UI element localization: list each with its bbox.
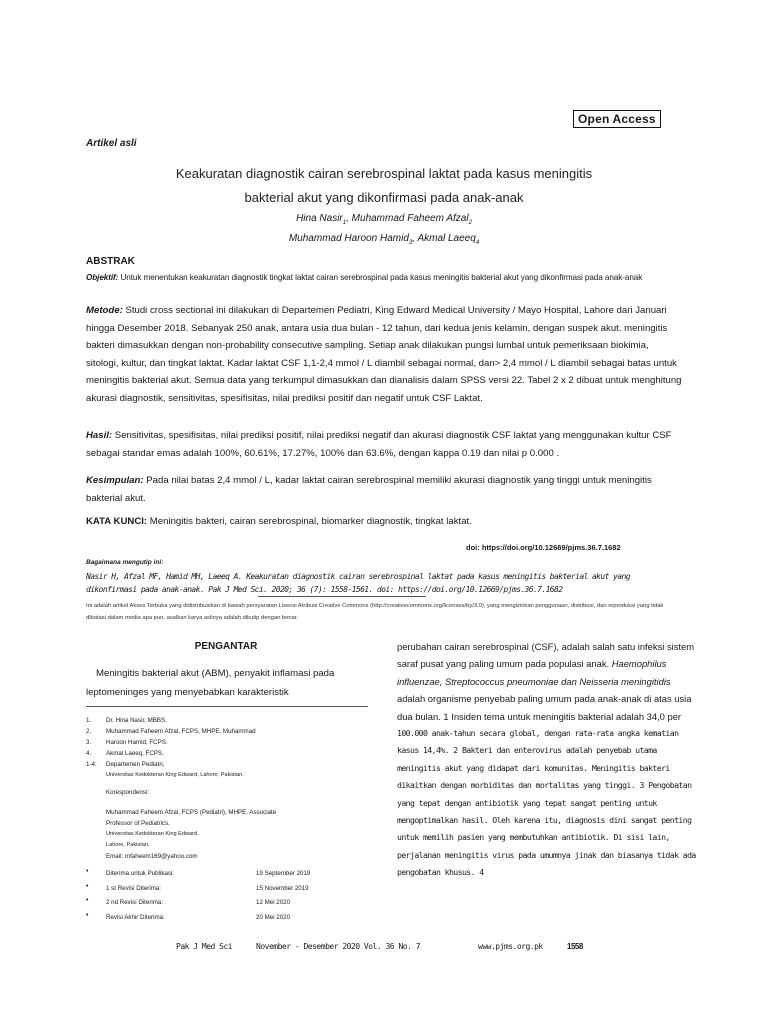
abstract-conclusion <box>86 472 682 507</box>
organism-names: Haemophilus influenzae, Streptococcus pneumoniae dan Neisseria meningitidis <box>397 658 671 687</box>
date-label: 2 nd Revisi Diterima: <box>106 899 164 906</box>
footnote-num: 1-4: <box>86 761 97 768</box>
footnote-divider <box>86 706 368 707</box>
affiliation-footnotes <box>86 715 256 781</box>
bullet-icon: • <box>86 897 89 904</box>
keywords <box>86 513 682 531</box>
correspondence-line: Lahore, Pakistan. <box>106 842 150 848</box>
intro-text: perubahan cairan serebrospinal (CSF), adalah salah satu infeksi sistem saraf pusat yang paling umum pada populasi anak. <box>397 641 695 670</box>
footnote-num: 3. <box>86 739 92 746</box>
authors-line-2: Muhammad Haroon Hamid$_3$, Akmal Laeeq$_4$ <box>288 233 480 246</box>
footnote-text: Muhammad Faheem Afzal, FCPS, MHPE. Muhammad <box>106 728 256 735</box>
intro-left-text <box>86 664 376 702</box>
objective-label: Objektif: <box>86 273 119 282</box>
intro-paragraph-2: adalah organisme penyebab paling umum pada anak-anak di atas usia dua bulan. 1 Insiden tema untuk meningitis bakterial adalah 34,0 per <box>397 693 692 722</box>
abstract-heading: ABSTRAK <box>86 256 135 267</box>
date-label: 1 st Revisi Diterima: <box>106 884 162 892</box>
methods-text: Studi cross sectional ini dilakukan di Departemen Pediatri, King Edward Medical University / Mayo Hospital, Lahore dari Januari hingga Desember 2018. Sebanyak 250 anak, antara usia dua bulan - 12 tahun, dari kedua jenis kelamin, dengan suspek akut. meningitis bakteri dimasukkan dengan non-probability consecutive sampling. Setiap anak dilakukan pungsi lumbal untuk pemeriksaan biokimia, sitologi, kultur, dan tingkat laktat. Kadar laktat CSF 1,1-2,4 mmol / L diambil sebagai normal, dan> 2,4 mmol / L diambil sebagai batas untuk meningitis bakterial akut. Semua data yang terkumpul dimasukkan dan dianalisis dalam SPSS versi 22. Tabel 2 x 2 dibuat untuk menghitung akurasi diagnostik, sensitivitas, spesifisitas, nilai prediksi positif dan negatif untuk CSF Laktat. <box>86 305 682 404</box>
footnote-text: Universitas Kedokteran King Edward, Lahore, Pakistan. <box>106 772 244 778</box>
footnote-num: 2. <box>86 728 92 735</box>
results-label: Hasil: <box>86 430 113 441</box>
abstract-objective <box>86 270 682 286</box>
footnote-text: Dr. Hina Nasir, MBBS. <box>106 717 167 724</box>
divider <box>258 596 426 597</box>
abstract-methods <box>86 302 682 407</box>
conclusion-text: Pada nilai batas 2,4 mmol / L, kadar laktat cairan serebrospinal memiliki akurasi diagnostik yang tinggi untuk meningitis bakterial akut. <box>86 475 652 504</box>
methods-label: Metode: <box>86 305 123 316</box>
date-label: Revisi Akhir Diterima: <box>106 913 165 921</box>
correspondence-line: Universitas Kedokteran King Edward. <box>106 831 199 837</box>
footnote-text: Akmal Laeeq, FCPS. <box>106 750 164 757</box>
date-label: Diterima untuk Publikasi: <box>106 870 175 877</box>
footnote-item <box>86 726 256 737</box>
correspondence-line: Muhammad Faheem Afzal, FCPS (Pediatri), MHPE. Associate <box>106 809 277 816</box>
author-name: Muhammad Haroon Hamid <box>288 233 409 244</box>
article-type: Artikel asli <box>86 138 137 149</box>
footnote-item <box>86 770 256 781</box>
author-affil: 3 <box>408 240 413 246</box>
footer-website[interactable]: www.pjms.org.pk <box>478 942 543 951</box>
doi-link[interactable]: doi: https://doi.org/10.12669/pjms.36.7.1682 <box>466 543 621 552</box>
conclusion-label: Kesimpulan: <box>86 475 144 486</box>
title-line-2: bakterial akut yang dikonfirmasi pada anak-anak <box>244 190 524 205</box>
footnote-text: Departemen Pediatri, <box>106 761 165 768</box>
intro-paragraph-3: 100.000 anak-tahun secara global, dengan rata-rata angka kematian kasus 14,4%. 2 Bakteri dan enterovirus adalah penyebab utama meningitis akut yang didapat dari komunitas. Meningitis bakteri dikaitkan dengan morbiditas dan mortalitas yang tinggi. 3 Pengobatan yang tepat dengan antibiotik yang tepat sangat penting untuk mengoptimalkan hasil. Oleh karena itu, diagnosis dini sangat penting untuk memilih pasien yang membutuhkan antibiotik. Di sisi lain, perjalanan meningitis virus pada umumnya jinak dan biasanya tidak ada pengobatan khusus. 4 <box>397 728 696 878</box>
intro-paragraph-1 <box>397 638 697 690</box>
footnote-item <box>86 737 256 748</box>
footnote-num: 4. <box>86 750 92 757</box>
how-to-cite-text: Nasir H, Afzal MF, Hamid MH, Laeeq A. Keakuratan diagnostik cairan serebrospinal laktat pada kasus meningitis bakterial akut yang dikonfirmasi pada anak-anak. Pak J Med Sci. 2020; 36 (7): 1558-1561. doi: https://doi.org/10.12669/pjms.36.7.1682 <box>86 572 630 594</box>
abstract-results <box>86 427 682 462</box>
open-access-badge: Open Access <box>573 110 661 128</box>
authors-line-1: Hina Nasir$_1$, Muhammad Faheem Afzal$_2$ <box>296 213 472 226</box>
bullet-icon: • <box>86 868 89 875</box>
author-affil: 2 <box>468 220 472 226</box>
date-value: 19 September 2019 <box>256 870 311 877</box>
author-affil: 4 <box>475 240 480 246</box>
author-affil: 1 <box>342 220 347 226</box>
author-name: Hina Nasir <box>296 213 343 224</box>
footnote-item <box>86 748 256 759</box>
date-value: 20 Mei 2020 <box>256 913 291 921</box>
footer-issue: November - Desember 2020 Vol. 36 No. 7 <box>256 942 421 951</box>
author-name: Akmal Laeeq <box>417 233 476 244</box>
title-line-1: Keakuratan diagnostik cairan serebrospinal laktat pada kasus meningitis <box>175 166 593 181</box>
date-value: 12 Mei 2020 <box>256 899 291 906</box>
footnote-num: 1. <box>86 717 92 724</box>
page-number: 1558 <box>567 942 583 951</box>
bullet-icon: • <box>86 882 89 890</box>
footnote-item <box>86 715 256 726</box>
date-value: 15 November 2019 <box>256 884 309 892</box>
bullet-icon: • <box>86 911 89 919</box>
how-to-cite-label: Bagaimana mengutip ini: <box>86 559 164 566</box>
keywords-text: Meningitis bakteri, cairan serebrospinal, biomarker diagnostik, tingkat laktat. <box>147 516 472 527</box>
footer-journal: Pak J Med Sci <box>176 942 233 951</box>
author-name: Muhammad Faheem Afzal <box>351 213 469 224</box>
correspondence-line: Professor of Pediatrics, <box>106 820 170 827</box>
correspondence-label: Korespondensi: <box>106 789 149 796</box>
correspondence-email[interactable]: Email: mfaheem169@yahoo.com <box>106 853 198 860</box>
intro-left-body: Meningitis bakterial akut (ABM), penyakit inflamasi pada leptomeninges yang menyebabkan karakteristik <box>86 668 335 698</box>
correspondence-details <box>106 807 276 862</box>
license-notice: Ini adalah artikel Akses Terbuka yang didistribusikan di bawah persyaratan Lisensi Atribusi Creative Commons (http://creativecommons.org/licenses/by/3.0), yang mengizinkan penggunaan, distribusi, dan reproduksi yang tidak dibatasi dalam media apa pun, asalkan karya aslinya adalah dikutip dengan benar. <box>86 603 664 621</box>
keywords-label: KATA KUNCI: <box>86 516 148 527</box>
results-text: Sensitivitas, spesifisitas, nilai prediksi positif, nilai prediksi negatif dan akurasi diagnostik CSF laktat yang menggunakan kultur CSF sebagai standar emas adalah 100%, 60.61%, 17.27%, 100% dan 63.6%, dengan kappa 0.19 dan nilai p 0.000 . <box>86 430 672 459</box>
section-heading: PENGANTAR <box>194 641 258 652</box>
objective-text: Untuk menentukan keakuratan diagnostik tingkat laktat cairan serebrospinal pada kasus meningitis bakterial akut yang dikonfirmasi pada anak-anak <box>118 273 643 282</box>
footnote-item <box>86 759 256 770</box>
intro-right-column <box>397 638 697 882</box>
footnote-text: Haroon Hamid, FCPS. <box>106 739 168 746</box>
